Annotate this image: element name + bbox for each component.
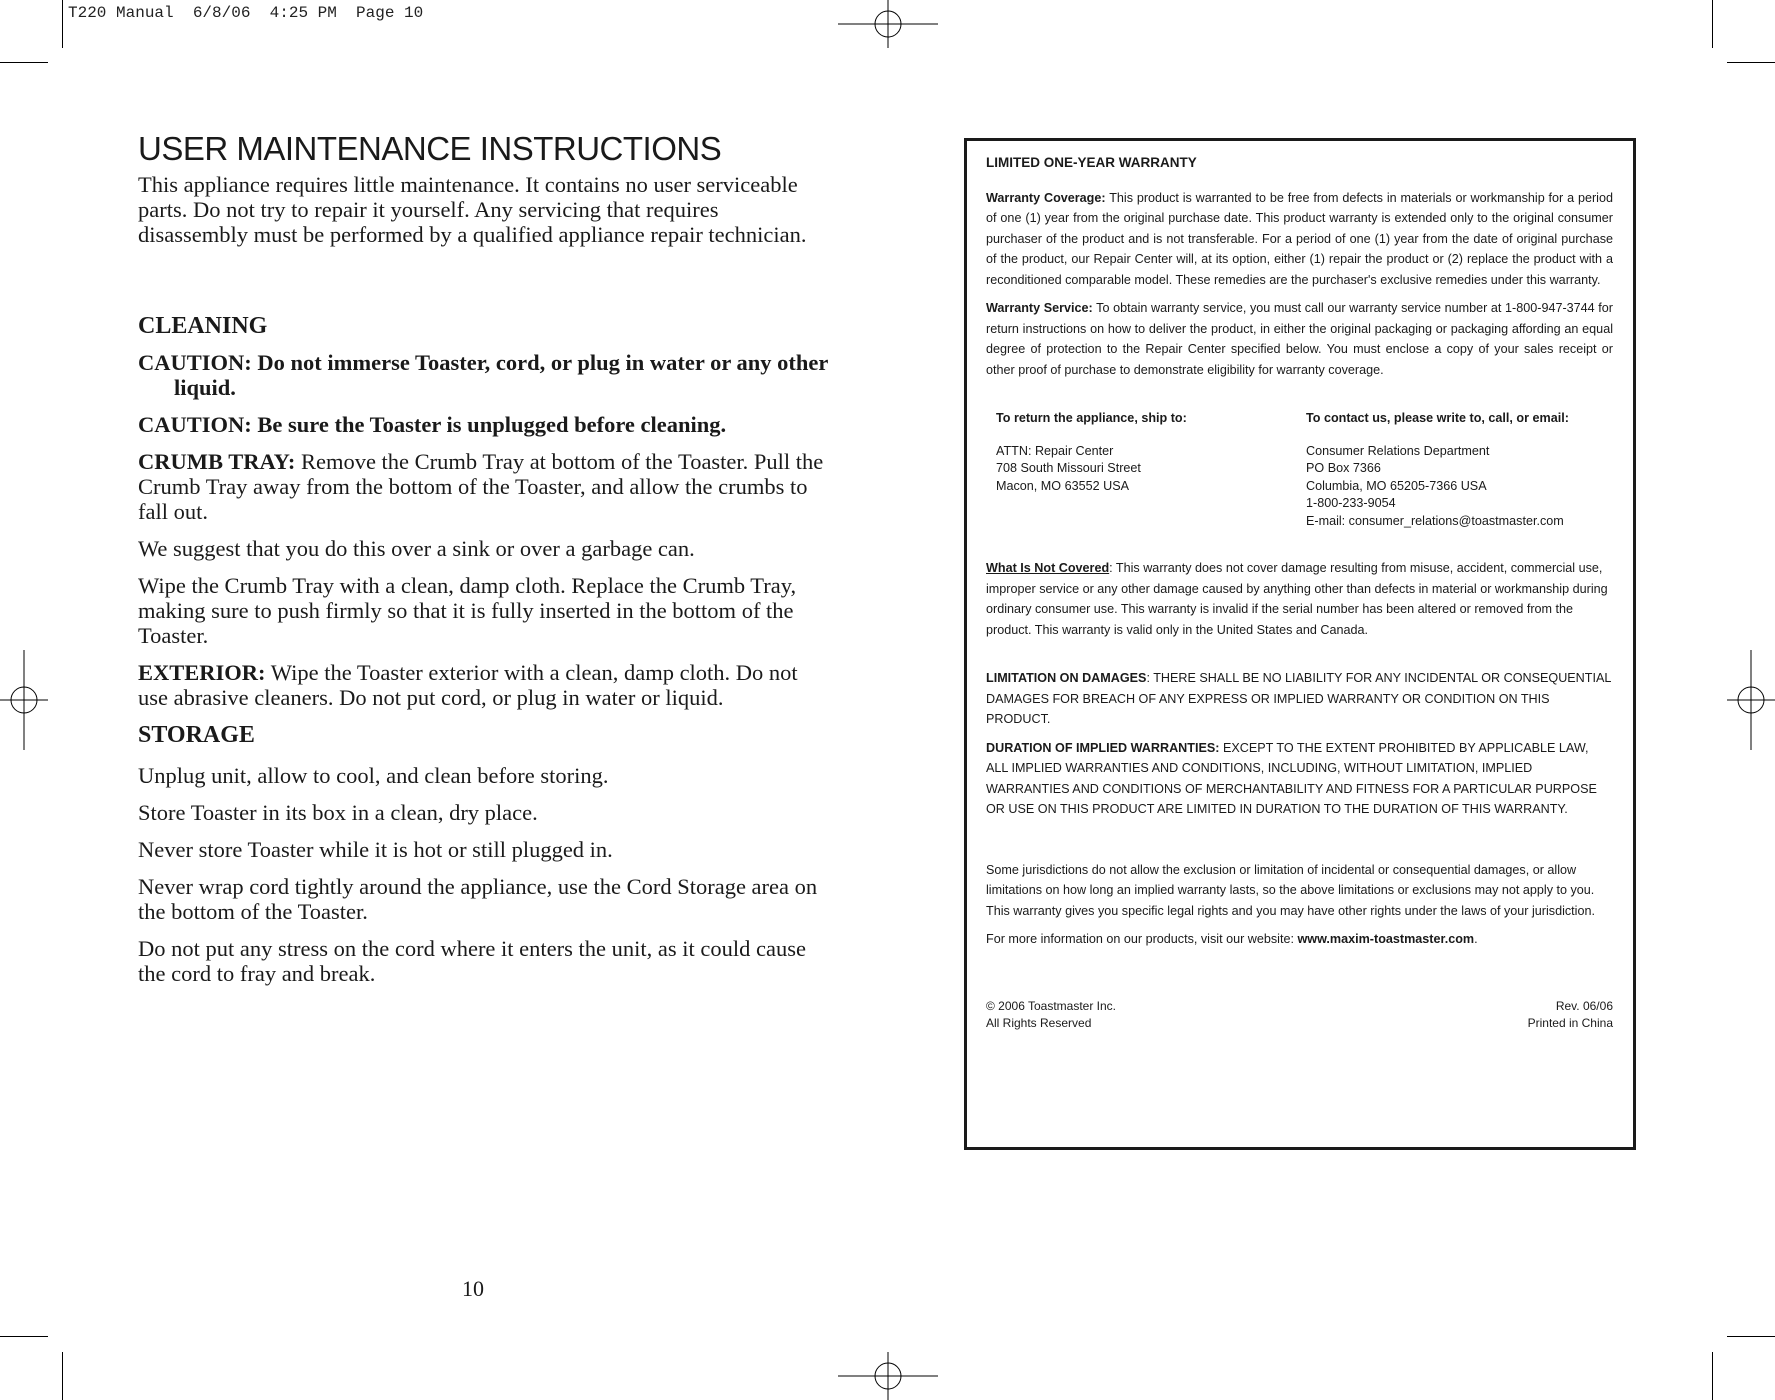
ship-to-heading: To return the appliance, ship to: [996,411,1187,425]
contact-line: PO Box 7366 [1306,461,1381,475]
print-slug: T220 Manual 6/8/06 4:25 PM Page 10 [68,4,424,22]
jurisdictions-paragraph: Some jurisdictions do not allow the exclusion or limitation of incidental or consequential damages, or allow limitations on how long an implied warranty lasts, so the above limitations or exclusions may not apply to you. This warranty gives you specific legal rights and you may have other rights under the laws of your jurisdiction. [986,862,1595,918]
suggest-paragraph: We suggest that you do this over a sink or over a garbage can. [138,536,695,561]
crumb-tray-label: CRUMB TRAY: [138,449,296,474]
ship-to-column [996,408,1306,530]
caution-unplugged: CAUTION: Be sure the Toaster is unplugged before cleaning. [138,412,727,437]
storage-heading: STORAGE [138,722,255,748]
copyright: © 2006 Toastmaster Inc. [986,998,1117,1013]
exterior-paragraph [138,660,828,710]
coverage-label: Warranty Coverage: [986,190,1106,205]
limitation-paragraph [986,668,1613,730]
page-title: USER MAINTENANCE INSTRUCTIONS [138,130,722,167]
duration-label: DURATION OF IMPLIED WARRANTIES: [986,740,1220,755]
page-number: 10 [462,1276,484,1301]
contact-email: E-mail: consumer_relations@toastmaster.com [1306,513,1564,528]
rights-reserved: All Rights Reserved [986,1015,1092,1030]
crumb-tray-paragraph [138,449,828,524]
maintenance-column [138,130,828,998]
revision: Rev. 06/06 [1555,998,1613,1013]
exterior-label: EXTERIOR: [138,660,266,685]
intro-paragraph: This appliance requires little maintenance. It contains no user serviceable parts. Do not try to repair it yourself. Any servicing that requires disassembly must be performed by a qualified appliance repair technician. [138,172,807,247]
crumb-tray-text: Remove the Crumb Tray at bottom of the Toaster. Pull the Crumb Tray away from the bottom of the Toaster, and allow the crumbs to fall out. [138,449,824,524]
contact-line: Consumer Relations Department [1306,443,1490,458]
not-covered-text: : This warranty does not cover damage resulting from misuse, accident, commercial use, improper service or any other damage caused by anything other than defects in material or workmanship during ordinary consumer use. This warranty is invalid if the serial number has been altered or removed from the product. This warranty is valid only in the United States and Canada. [986,561,1608,637]
warranty-title: LIMITED ONE-YEAR WARRANTY [986,155,1197,170]
service-text: To obtain warranty service, you must call our warranty service number at 1-800-947-3744 for return instructions on how to deliver the product, in either the original packaging or packaging affording an equal degree of protection to the Repair Center specified below. You must enclose a copy of your sales receipt or other proof of purchase to demonstrate eligibility for warranty coverage. [986,301,1613,377]
duration-text: EXCEPT TO THE EXTENT PROHIBITED BY APPLICABLE LAW, ALL IMPLIED WARRANTIES AND CONDITIONS, INCLUDING, WITHOUT LIMITATION, IMPLIED WARRANTIES AND CONDITIONS OF MERCHANTABILITY AND FITNESS FOR A PARTICULAR PURPOSE OR USE ON THIS PRODUCT ARE LIMITED IN DURATION TO THE DURATION OF THIS WARRANTY. [986,740,1597,816]
contact-column [1306,408,1613,530]
footer-right [1528,998,1613,1032]
footer-left [986,998,1116,1032]
more-info-period: . [1474,932,1478,946]
warranty-service [986,298,1613,380]
ship-to-line: ATTN: Repair Center [996,443,1114,458]
more-info-text: For more information on our products, visit our website: [986,932,1298,946]
coverage-text: This product is warranted to be free from defects in materials or workmanship for a period of one (1) year from the original purchase date. This product warranty is extended only to the original consumer purchaser of the product and is not transferable. For a period of one (1) year from the date of original purchase of the product, our Repair Center will, at its option, either (1) repair the product or (2) replace the product with a reconditioned comparable model. These remedies are the purchaser's exclusive remedies under this warranty. [986,190,1613,287]
exterior-text: Wipe the Toaster exterior with a clean, damp cloth. Do not use abrasive cleaners. Do not put cord, or plug in water or liquid. [138,660,798,710]
more-info-paragraph [986,929,1613,950]
contact-line: 1-800-233-9054 [1306,496,1396,510]
storage-item: Do not put any stress on the cord where it enters the unit, as it could cause the cord to fray and break. [138,936,806,986]
not-covered-label: What Is Not Covered [986,561,1110,575]
duration-paragraph [986,738,1613,820]
ship-to-line: Macon, MO 63552 USA [996,478,1129,493]
storage-item: Store Toaster in its box in a clean, dry place. [138,800,538,825]
service-label: Warranty Service: [986,301,1093,315]
limitation-text: : THERE SHALL BE NO LIABILITY FOR ANY INCIDENTAL OR CONSEQUENTIAL DAMAGES FOR BREACH OF ANY EXPRESS OR IMPLIED WARRANTY OR CONDITION ON THIS PRODUCT. [986,671,1611,726]
website-link[interactable]: www.maxim-toastmaster.com [1297,932,1475,946]
storage-item: Never wrap cord tightly around the appliance, use the Cord Storage area on the bottom of the Toaster. [138,874,818,924]
not-covered-paragraph [986,558,1613,640]
cleaning-heading: CLEANING [138,313,268,339]
ship-to-line: 708 South Missouri Street [996,461,1141,475]
storage-item: Unplug unit, allow to cool, and clean before storing. [138,763,609,788]
caution-immerse: CAUTION: Do not immerse Toaster, cord, or plug in water or any other liquid. [138,350,828,400]
contact-line: Columbia, MO 65205-7366 USA [1306,478,1487,493]
contact-heading: To contact us, please write to, call, or email: [1306,411,1569,425]
limitation-label: LIMITATION ON DAMAGES [986,671,1147,685]
storage-item: Never store Toaster while it is hot or still plugged in. [138,837,613,862]
warranty-box [964,138,1636,1150]
warranty-footer [986,998,1613,1032]
printed-in: Printed in China [1527,1015,1613,1030]
contact-block [986,408,1613,530]
warranty-coverage [986,188,1613,291]
wipe-paragraph: Wipe the Crumb Tray with a clean, damp cloth. Replace the Crumb Tray, making sure to push firmly so that it is fully inserted in the bottom of the Toaster. [138,573,797,648]
